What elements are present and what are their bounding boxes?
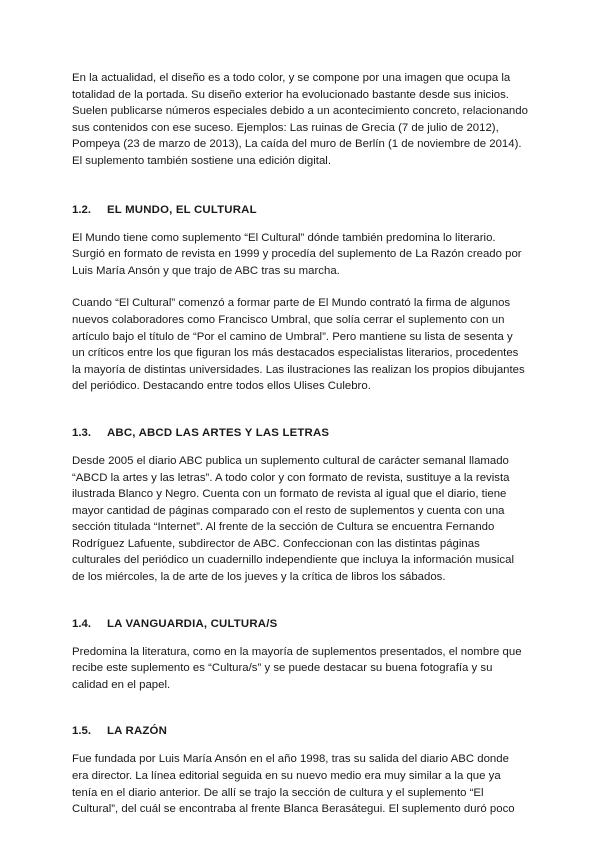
section-title: LA VANGUARDIA, CULTURA/S — [107, 617, 278, 630]
section-title: LA RAZÓN — [107, 725, 168, 738]
document-page — [72, 70, 528, 834]
paragraph: Cuando “El Cultural” comenzó a formar parte de El Mundo contrató la firma de algunos nuevos colaboradores como Francisco Umbral, que solía cerrar el suplemento con un artículo bajo el título de “Por el camino de Umbral”. Pero mantiene su lista de sesenta y un críticos entre los que figuran los más destacados especialistas literarios, procedentes la mayoría de distintas universidades. Las ilustraciones las realizan los propios dibujantes del periódico. Destacando entre todos ellos Ulises Culebro. — [72, 297, 525, 393]
section-heading-1-3 — [72, 425, 528, 441]
section-heading-1-2 — [72, 202, 528, 218]
paragraph: Predomina la literatura, como en la mayoría de suplementos presentados, el nombre que recibe este suplemento es “Cultura/s” y se puede destacar su buena fotografía y su calidad en el papel. — [72, 645, 522, 691]
section-heading-1-4 — [72, 616, 528, 632]
intro-paragraph: En la actualidad, el diseño es a todo color, y se compone por una imagen que ocupa la totalidad de la portada. Su diseño exterior ha evolucionado bastante desde sus inicios. Suelen publicarse números especiales debido a un acontecimiento concreto, relacionando sus contenidos con ese suceso. Ejemplos: Las ruinas de Grecia (7 de julio de 2012), Pompeya (23 de marzo de 2013), La caída del muro de Berlín (1 de noviembre de 2014). El suplemento también sostiene una edición digital. — [72, 72, 528, 167]
section-title: ABC, ABCD LAS ARTES Y LAS LETRAS — [107, 426, 330, 439]
section-number: 1.4. — [72, 617, 91, 630]
section-title: EL MUNDO, EL CULTURAL — [107, 203, 257, 216]
section-number: 1.3. — [72, 426, 91, 439]
section-number: 1.5. — [72, 725, 91, 738]
section-heading-1-5 — [72, 723, 528, 739]
section-number: 1.2. — [72, 203, 91, 216]
paragraph: El Mundo tiene como suplemento “El Cultural” dónde también predomina lo literario. Surgió en formato de revista en 1999 y procedía del suplemento de La Razón creado por Luis María Ansón y que trajo de ABC tras su marcha. — [72, 231, 522, 277]
paragraph: Fue fundada por Luis María Ansón en el año 1998, tras su salida del diario ABC donde era director. La línea editorial seguida en su nuevo medio era muy similar a la que ya tenía en el diario anterior. De allí se trajo la sección de cultura y el suplemento “El Cultural”, del cuál se encontraba al frente Blanca Berasátegui. El suplemento duró poco — [72, 753, 515, 816]
paragraph: Desde 2005 el diario ABC publica un suplemento cultural de carácter semanal llamado “ABCD la artes y las letras”. A todo color y con formato de revista, sustituye a la revista ilustrada Blanco y Negro. Cuenta con un formato de revista al igual que el diario, tiene mayor cantidad de páginas comparado con el resto de suplementos y cuenta con una sección titulada “Internet”. Al frente de la sección de Cultura se encuentra Fernando Rodríguez Lafuente, subdirector de ABC. Confeccionan con las distintas páginas culturales del periódico un cuadernillo independiente que incluya la información musical de los miércoles, la de arte de los jueves y la crítica de libros los sábados. — [72, 454, 514, 584]
